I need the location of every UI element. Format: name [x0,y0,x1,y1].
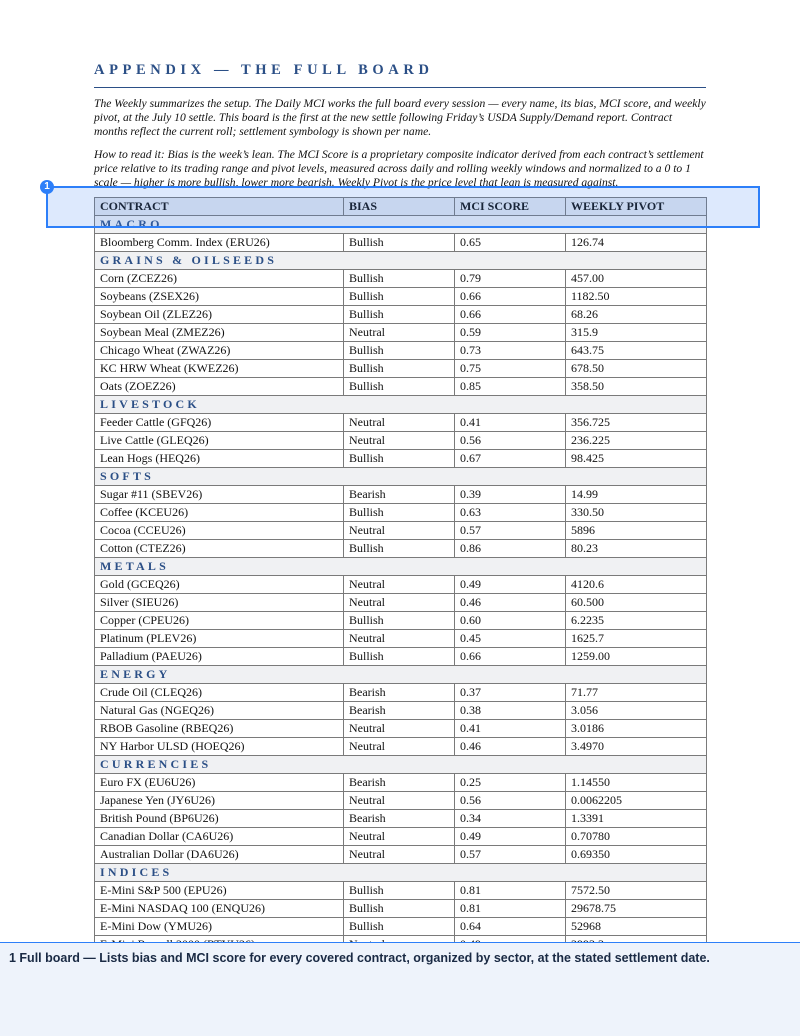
contract-cell: Platinum (PLEV26) [95,630,344,648]
mci-score-cell: 0.75 [455,360,566,378]
mci-score-cell: 0.85 [455,378,566,396]
weekly-pivot-cell: 643.75 [566,342,707,360]
mci-score-cell: 0.57 [455,846,566,864]
bias-cell: Bullish [344,882,455,900]
sector-label: GRAINS & OILSEEDS [95,252,707,270]
table-row [95,612,707,630]
table-row [95,270,707,288]
table-row [95,792,707,810]
weekly-pivot-cell: 315.9 [566,324,707,342]
title-rule [94,87,706,88]
contract-cell: Feeder Cattle (GFQ26) [95,414,344,432]
table-row [95,342,707,360]
table-row [95,882,707,900]
sector-row [95,756,707,774]
contract-cell: Australian Dollar (DA6U26) [95,846,344,864]
table-row [95,918,707,936]
sector-row [95,558,707,576]
contract-cell: E-Mini NASDAQ 100 (ENQU26) [95,900,344,918]
bias-cell: Neutral [344,630,455,648]
bias-cell: Bullish [344,540,455,558]
mci-score-cell: 0.56 [455,792,566,810]
table-row [95,846,707,864]
mci-score-cell: 0.73 [455,342,566,360]
sector-label: LIVESTOCK [95,396,707,414]
table-row [95,900,707,918]
table-row [95,522,707,540]
weekly-pivot-cell: 0.70780 [566,828,707,846]
mci-score-cell: 0.25 [455,774,566,792]
mci-score-cell: 0.45 [455,630,566,648]
how-to-read-paragraph: How to read it: Bias is the week’s lean. The MCI Score is a proprietary composite indicator derived from each contract’s settlement price relative to its trading range and pivot levels, measured across daily and rolling weekly windows and normalized to a 0 to 1 scale — higher is more bullish, lower more bearish. Weekly Pivot is the price level that lean is measured against. [94,147,704,190]
contract-cell: Soybean Oil (ZLEZ26) [95,306,344,324]
contract-cell: Palladium (PAEU26) [95,648,344,666]
contract-cell: E-Mini Dow (YMU26) [95,918,344,936]
weekly-pivot-cell: 5896 [566,522,707,540]
sector-label: ENERGY [95,666,707,684]
mci-score-cell: 0.39 [455,486,566,504]
table-body [95,216,707,954]
weekly-pivot-cell: 6.2235 [566,612,707,630]
bias-cell: Bullish [344,270,455,288]
header-mci-score: MCI SCORE [455,198,566,216]
full-board-table [94,197,707,954]
table-row [95,810,707,828]
bias-cell: Neutral [344,576,455,594]
sector-row [95,396,707,414]
table-row [95,414,707,432]
highlight-box [46,186,760,228]
contract-cell: Chicago Wheat (ZWAZ26) [95,342,344,360]
bias-cell: Bullish [344,378,455,396]
mci-score-cell: 0.46 [455,594,566,612]
bias-cell: Neutral [344,792,455,810]
mci-score-cell: 0.86 [455,540,566,558]
weekly-pivot-cell: 29678.75 [566,900,707,918]
weekly-pivot-cell: 0.0062205 [566,792,707,810]
bias-cell: Neutral [344,324,455,342]
page-title: APPENDIX — THE FULL BOARD [94,62,434,78]
bias-cell: Bullish [344,288,455,306]
weekly-pivot-cell: 68.26 [566,306,707,324]
bias-cell: Bullish [344,612,455,630]
table-row [95,234,707,252]
mci-score-cell: 0.81 [455,882,566,900]
bias-cell: Neutral [344,828,455,846]
contract-cell: Silver (SIEU26) [95,594,344,612]
table-row [95,504,707,522]
table-row [95,432,707,450]
mci-score-cell: 0.65 [455,234,566,252]
contract-cell: Japanese Yen (JY6U26) [95,792,344,810]
weekly-pivot-cell: 71.77 [566,684,707,702]
table-row [95,450,707,468]
caption-text: 1 Full board — Lists bias and MCI score for every covered contract, organized by sector, at the stated settlement date. [9,951,710,965]
table-row [95,594,707,612]
mci-score-cell: 0.57 [455,522,566,540]
table-row [95,738,707,756]
annotation-badge: 1 [40,180,54,194]
bias-cell: Bullish [344,450,455,468]
mci-score-cell: 0.59 [455,324,566,342]
mci-score-cell: 0.66 [455,648,566,666]
mci-score-cell: 0.49 [455,576,566,594]
mci-score-cell: 0.38 [455,702,566,720]
bias-cell: Neutral [344,414,455,432]
sector-label: INDICES [95,864,707,882]
bias-cell: Bearish [344,486,455,504]
intro-paragraph: The Weekly summarizes the setup. The Daily MCI works the full board every session — every name, its bias, MCI score, and weekly pivot, at the July 10 settle. This board is the first at the new settle following Friday’s USDA Supply/Demand report. Contract months reflect the current roll; settlement symbology is shown per name. [94,97,706,139]
weekly-pivot-cell: 1182.50 [566,288,707,306]
contract-cell: Soybean Meal (ZMEZ26) [95,324,344,342]
bias-cell: Bullish [344,234,455,252]
table-row [95,540,707,558]
bias-cell: Neutral [344,738,455,756]
sector-row [95,468,707,486]
table-row [95,324,707,342]
bias-cell: Bearish [344,774,455,792]
table-row [95,360,707,378]
sector-row [95,666,707,684]
bias-cell: Neutral [344,846,455,864]
contract-cell: Copper (CPEU26) [95,612,344,630]
mci-score-cell: 0.37 [455,684,566,702]
sector-label: MACRO [95,216,707,234]
bias-cell: Bullish [344,648,455,666]
mci-score-cell: 0.49 [455,828,566,846]
contract-cell: Coffee (KCEU26) [95,504,344,522]
weekly-pivot-cell: 358.50 [566,378,707,396]
mci-score-cell: 0.79 [455,270,566,288]
contract-cell: RBOB Gasoline (RBEQ26) [95,720,344,738]
contract-cell: Gold (GCEQ26) [95,576,344,594]
weekly-pivot-cell: 126.74 [566,234,707,252]
contract-cell: KC HRW Wheat (KWEZ26) [95,360,344,378]
bias-cell: Bullish [344,360,455,378]
header-weekly-pivot: WEEKLY PIVOT [566,198,707,216]
weekly-pivot-cell: 1625.7 [566,630,707,648]
contract-cell: Soybeans (ZSEX26) [95,288,344,306]
weekly-pivot-cell: 14.99 [566,486,707,504]
weekly-pivot-cell: 678.50 [566,360,707,378]
header-bias: BIAS [344,198,455,216]
contract-cell: British Pound (BP6U26) [95,810,344,828]
bias-cell: Bullish [344,342,455,360]
contract-cell: Natural Gas (NGEQ26) [95,702,344,720]
table-row [95,306,707,324]
mci-score-cell: 0.41 [455,414,566,432]
weekly-pivot-cell: 3.0186 [566,720,707,738]
weekly-pivot-cell: 0.69350 [566,846,707,864]
table-row [95,648,707,666]
bias-cell: Bearish [344,684,455,702]
contract-cell: Sugar #11 (SBEV26) [95,486,344,504]
contract-cell: Live Cattle (GLEQ26) [95,432,344,450]
bias-cell: Neutral [344,720,455,738]
contract-cell: Lean Hogs (HEQ26) [95,450,344,468]
weekly-pivot-cell: 80.23 [566,540,707,558]
weekly-pivot-cell: 457.00 [566,270,707,288]
mci-score-cell: 0.66 [455,306,566,324]
weekly-pivot-cell: 330.50 [566,504,707,522]
sector-label: SOFTS [95,468,707,486]
contract-cell: Cotton (CTEZ26) [95,540,344,558]
weekly-pivot-cell: 1259.00 [566,648,707,666]
bias-cell: Bullish [344,306,455,324]
bias-cell: Neutral [344,522,455,540]
mci-score-cell: 0.63 [455,504,566,522]
caption-bar [0,942,800,1036]
bias-cell: Bullish [344,918,455,936]
table-row [95,576,707,594]
bias-cell: Neutral [344,432,455,450]
table-row [95,378,707,396]
table-row [95,486,707,504]
sector-row [95,864,707,882]
weekly-pivot-cell: 52968 [566,918,707,936]
mci-score-cell: 0.41 [455,720,566,738]
bias-cell: Bearish [344,810,455,828]
weekly-pivot-cell: 1.3391 [566,810,707,828]
sector-label: CURRENCIES [95,756,707,774]
mci-score-cell: 0.46 [455,738,566,756]
contract-cell: E-Mini S&P 500 (EPU26) [95,882,344,900]
mci-score-cell: 0.56 [455,432,566,450]
weekly-pivot-cell: 60.500 [566,594,707,612]
sector-label: METALS [95,558,707,576]
sector-row [95,252,707,270]
contract-cell: Bloomberg Comm. Index (ERU26) [95,234,344,252]
weekly-pivot-cell: 236.225 [566,432,707,450]
weekly-pivot-cell: 4120.6 [566,576,707,594]
weekly-pivot-cell: 7572.50 [566,882,707,900]
table-row [95,702,707,720]
contract-cell: NY Harbor ULSD (HOEQ26) [95,738,344,756]
weekly-pivot-cell: 1.14550 [566,774,707,792]
mci-score-cell: 0.66 [455,288,566,306]
header-contract: CONTRACT [95,198,344,216]
bias-cell: Bearish [344,702,455,720]
contract-cell: Crude Oil (CLEQ26) [95,684,344,702]
weekly-pivot-cell: 3.4970 [566,738,707,756]
table-row [95,288,707,306]
table-row [95,684,707,702]
bias-cell: Bullish [344,900,455,918]
contract-cell: Euro FX (EU6U26) [95,774,344,792]
contract-cell: Canadian Dollar (CA6U26) [95,828,344,846]
table-row [95,774,707,792]
table-row [95,720,707,738]
mci-score-cell: 0.81 [455,900,566,918]
weekly-pivot-cell: 3.056 [566,702,707,720]
bias-cell: Bullish [344,504,455,522]
weekly-pivot-cell: 98.425 [566,450,707,468]
contract-cell: Cocoa (CCEU26) [95,522,344,540]
contract-cell: Oats (ZOEZ26) [95,378,344,396]
bias-cell: Neutral [344,594,455,612]
table-row [95,630,707,648]
mci-score-cell: 0.67 [455,450,566,468]
mci-score-cell: 0.64 [455,918,566,936]
weekly-pivot-cell: 356.725 [566,414,707,432]
mci-score-cell: 0.60 [455,612,566,630]
table-row [95,828,707,846]
mci-score-cell: 0.34 [455,810,566,828]
contract-cell: Corn (ZCEZ26) [95,270,344,288]
